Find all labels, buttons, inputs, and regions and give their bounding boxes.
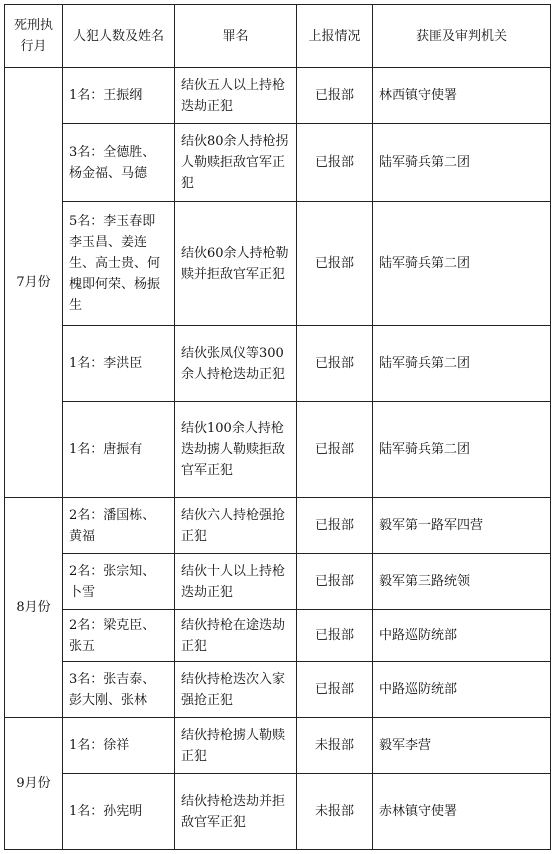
report-status-cell: 已报部	[297, 662, 373, 718]
header-month: 死刑执行月	[5, 5, 63, 68]
authority-cell: 陆军骑兵第二团	[373, 326, 551, 402]
header-report: 上报情况	[297, 5, 373, 68]
authority-cell: 陆军骑兵第二团	[373, 202, 551, 326]
report-status-cell: 已报部	[297, 554, 373, 610]
crime-cell: 结伙张凤仪等300余人持枪迭劫正犯	[175, 326, 297, 402]
authority-cell: 毅军李营	[373, 718, 551, 774]
report-status-cell: 已报部	[297, 202, 373, 326]
header-persons: 人犯人数及姓名	[63, 5, 175, 68]
crime-cell: 结伙持枪掳人勒赎正犯	[175, 718, 297, 774]
crime-cell: 结伙五人以上持枪迭劫正犯	[175, 68, 297, 124]
authority-cell: 中路巡防统部	[373, 662, 551, 718]
report-status-cell: 未报部	[297, 718, 373, 774]
table-row	[5, 554, 551, 610]
table-row	[5, 68, 551, 124]
execution-table	[4, 4, 551, 850]
crime-cell: 结伙持枪在途迭劫正犯	[175, 610, 297, 662]
table-row	[5, 202, 551, 326]
report-status-cell: 已报部	[297, 498, 373, 554]
crime-cell: 结伙60余人持枪勒赎并拒敌官军正犯	[175, 202, 297, 326]
persons-cell: 2名：梁克臣、张五	[63, 610, 175, 662]
table-row	[5, 718, 551, 774]
month-cell: 8月份	[5, 498, 63, 718]
authority-cell: 赤林镇守使署	[373, 774, 551, 850]
header-authority: 获匪及审判机关	[373, 5, 551, 68]
report-status-cell: 未报部	[297, 774, 373, 850]
persons-cell: 2名：潘国栋、黄福	[63, 498, 175, 554]
table-row	[5, 774, 551, 850]
persons-cell: 3名：全德胜、杨金福、马德	[63, 124, 175, 202]
header-crime: 罪名	[175, 5, 297, 68]
authority-cell: 陆军骑兵第二团	[373, 402, 551, 498]
table-row	[5, 610, 551, 662]
report-status-cell: 已报部	[297, 326, 373, 402]
report-status-cell: 已报部	[297, 68, 373, 124]
report-status-cell: 已报部	[297, 402, 373, 498]
crime-cell: 结伙80余人持枪拐人勒赎拒敌官军正犯	[175, 124, 297, 202]
table-row	[5, 662, 551, 718]
month-cell: 7月份	[5, 68, 63, 498]
table-row	[5, 498, 551, 554]
crime-cell: 结伙持枪迭劫并拒敌官军正犯	[175, 774, 297, 850]
authority-cell: 林西镇守使署	[373, 68, 551, 124]
crime-cell: 结伙100余人持枪迭劫掳人勒赎拒敌官军正犯	[175, 402, 297, 498]
table-row	[5, 124, 551, 202]
table-row	[5, 402, 551, 498]
header-row	[5, 5, 551, 68]
persons-cell: 1名：唐振有	[63, 402, 175, 498]
report-status-cell: 已报部	[297, 610, 373, 662]
persons-cell: 3名：张吉泰、彭大刚、张林	[63, 662, 175, 718]
crime-cell: 结伙持枪迭次入家强抢正犯	[175, 662, 297, 718]
authority-cell: 毅军第一路军四营	[373, 498, 551, 554]
persons-cell: 1名：李洪臣	[63, 326, 175, 402]
authority-cell: 陆军骑兵第二团	[373, 124, 551, 202]
crime-cell: 结伙十人以上持枪迭劫正犯	[175, 554, 297, 610]
persons-cell: 2名：张宗知、卜雪	[63, 554, 175, 610]
persons-cell: 1名：王振纲	[63, 68, 175, 124]
persons-cell: 1名：孙宪明	[63, 774, 175, 850]
authority-cell: 毅军第三路统领	[373, 554, 551, 610]
persons-cell: 5名：李玉春即李玉昌、姜连生、高士贵、何槐即何荣、杨振生	[63, 202, 175, 326]
month-cell: 9月份	[5, 718, 63, 850]
crime-cell: 结伙六人持枪强抢正犯	[175, 498, 297, 554]
persons-cell: 1名：徐祥	[63, 718, 175, 774]
table-row	[5, 326, 551, 402]
authority-cell: 中路巡防统部	[373, 610, 551, 662]
report-status-cell: 已报部	[297, 124, 373, 202]
